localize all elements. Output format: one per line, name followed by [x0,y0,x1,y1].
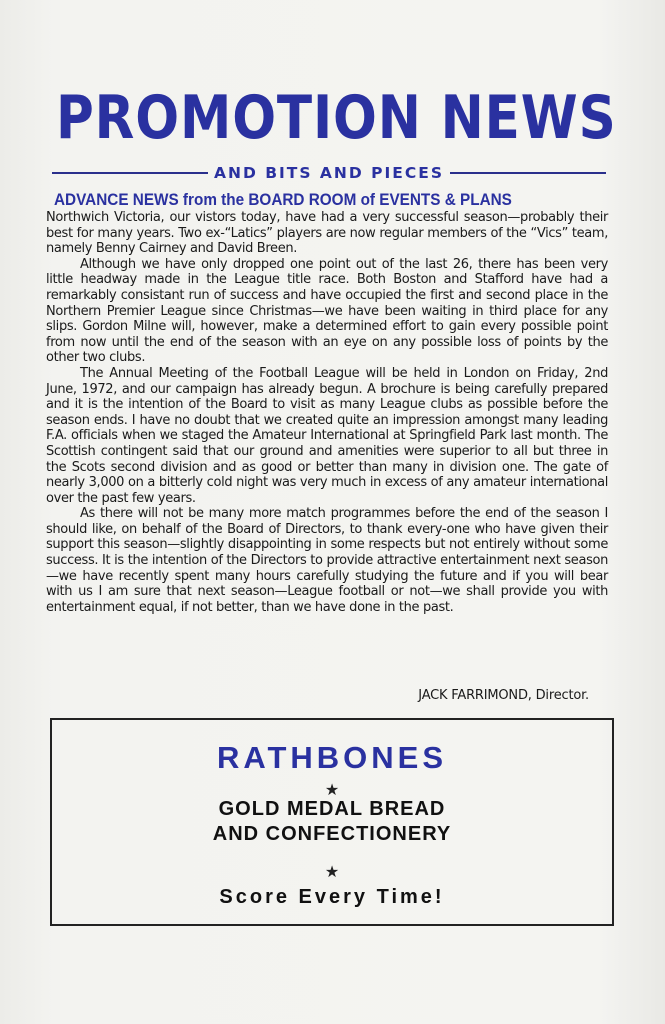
advert-tagline: Score Every Time! [219,886,445,908]
article-paragraph: As there will not be many more match programmes before the end of the season I should like, on behalf of the Board of Directors, to thank every-one who have given their support this season—slightly disappointing in some respects but not entirely without some success. It is the intention of the Directors to provide attractive entertainment next season—we have recently spent many hours carefully studying the future and if you will bear with us I am sure that next season—League football or not—we shall provide you with entertainment equal, if not better, than we have done in the past. [46,506,608,615]
article-paragraph: Although we have only dropped one point out of the last 26, there has been very little headway made in the League title race. Both Boston and Stafford have had a remarkably consistant run of success and have occupied the first and second place in the Northern Premier League since Christmas—we have been waiting in third place for any slips. Gordon Milne will, however, make a determined effort to gain every possible point from now until the end of the season with an eye on any possible loss of points by the other two clubs. [46,256,608,366]
advert-box [50,718,614,926]
advert-line-1: GOLD MEDAL BREAD [218,798,446,820]
article-paragraph: Northwich Victoria, our vistors today, have had a very successful season—probably their best for many years. Two ex-“Latics” players are now regular members of the “Vics” team, namely Benny Cairney and David Breen. [46,210,608,257]
advert-brand: RATHBONES [216,740,448,775]
advert-line-2: AND CONFECTIONERY [212,823,452,845]
star-icon: ★ [324,862,340,881]
subtitle-rule-left [52,172,208,174]
article-headline: ADVANCE NEWS from the BOARD ROOM of EVENTS & PLANS [54,190,512,209]
star-icon: ★ [324,780,340,799]
subtitle-rule-right [450,172,606,174]
article-signature: JACK FARRIMOND, Director. [418,688,589,703]
subtitle: AND BITS AND PIECES [213,164,445,182]
subtitle-row [52,163,606,183]
article-paragraph: The Annual Meeting of the Football League will be held in London on Friday, 2nd June, 1972, and our campaign has already begun. A brochure is being carefully prepared and it is the intention of the Board to visit as many League clubs as possible before the season ends. I have no doubt that we created quite an impression amongst many leading F.A. officials when we staged the Amateur International at Springfield Park last month. The Scottish contingent said that our ground and amenities were superior to all but three in the Scots second division and as good or better than many in division one. The gate of nearly 3,000 on a bitterly cold night was very much in excess of any amateur international over the past few years. [46,365,608,506]
page-title: PROMOTION NEWS [56,83,617,153]
article-body [46,210,608,615]
